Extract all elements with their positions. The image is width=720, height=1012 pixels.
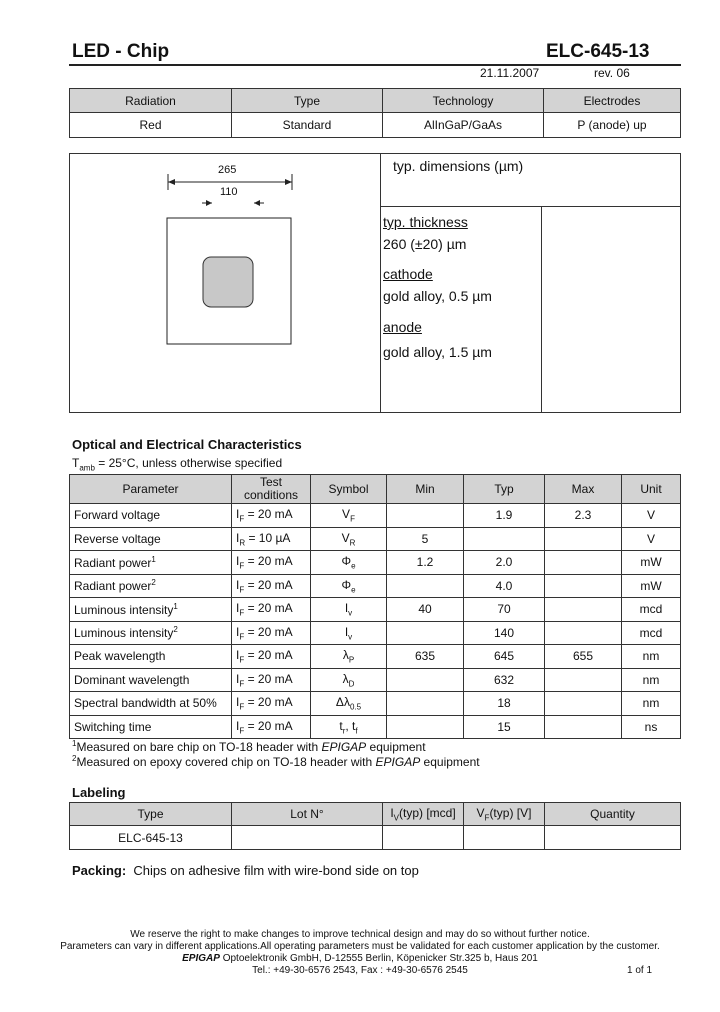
symbol-cell: $\lambda_P$ — [311, 645, 387, 669]
max-cell — [545, 527, 622, 551]
min-cell — [387, 668, 464, 692]
footnote-2-suffix: equipment — [420, 755, 480, 769]
symbol-cell: $I_v$ — [311, 598, 387, 622]
cathode-value: gold alloy, 0.5 µm — [383, 288, 492, 304]
test-condition-cell: $I_F = 20$ mA — [232, 574, 311, 598]
thickness-label: typ. thickness — [383, 214, 468, 230]
test-condition-cell: $I_R = 10$ µA — [232, 527, 311, 551]
footnote-1-suffix: equipment — [366, 740, 426, 754]
min-cell — [387, 692, 464, 716]
dimensions-divider — [541, 206, 542, 413]
max-cell — [545, 668, 622, 692]
footer-brand: EPIGAP — [182, 953, 220, 964]
symbol-cell: $\Phi_e$ — [311, 574, 387, 598]
typ-cell: 645 — [464, 645, 545, 669]
label-col-type: Type — [70, 803, 232, 826]
col-min: Min — [387, 475, 464, 504]
min-cell: 635 — [387, 645, 464, 669]
outer-dimension-label: 265 — [218, 164, 237, 176]
max-cell: 655 — [545, 645, 622, 669]
typ-cell: 15 — [464, 715, 545, 739]
table-row — [70, 715, 681, 739]
summary-col-technology: Technology — [383, 89, 544, 113]
label-col-vf: $V_F(typ)$ [V] — [464, 803, 545, 826]
condition-subscript: amb — [79, 463, 95, 473]
typ-cell: 140 — [464, 621, 545, 645]
typ-cell — [464, 527, 545, 551]
parameter-cell: Radiant power$^1$ — [70, 551, 232, 575]
anode-value: gold alloy, 1.5 µm — [383, 344, 492, 360]
typ-cell: 632 — [464, 668, 545, 692]
dimensions-heading: typ. dimensions (µm) — [393, 158, 524, 174]
parameter-cell: Dominant wavelength — [70, 668, 232, 692]
typ-cell: 4.0 — [464, 574, 545, 598]
inner-dimension-label: 110 — [220, 186, 238, 198]
labeling-title: Labeling — [72, 785, 126, 800]
footnote-1-text: Measured on bare chip on TO-18 header with — [76, 740, 322, 754]
symbol-cell: $I_v$ — [311, 621, 387, 645]
packing-label: Packing: — [72, 863, 127, 878]
summary-electrodes: P (anode) up — [544, 113, 681, 138]
footer-parameters-note: Parameters can vary in different applications.All operating parameters must be validated for each customer application by the customer. — [60, 941, 660, 952]
min-cell — [387, 715, 464, 739]
col-test-conditions: Test conditions — [232, 475, 311, 504]
test-condition-cell: $I_F = 20$ mA — [232, 621, 311, 645]
summary-col-type: Type — [232, 89, 383, 113]
footnote-1: $^1$Measured on bare chip on TO-18 header with EPIGAP equipment — [72, 739, 426, 754]
characteristics-header-row — [70, 475, 681, 504]
min-cell — [387, 504, 464, 528]
table-row — [70, 668, 681, 692]
table-row — [70, 692, 681, 716]
footnote-1-brand: EPIGAP — [321, 740, 367, 754]
label-col-iv: $I_V(typ)$ [mcd] — [383, 803, 464, 826]
cathode-label: cathode — [383, 266, 433, 282]
table-row — [70, 551, 681, 575]
summary-col-radiation: Radiation — [70, 89, 232, 113]
dimensions-divider — [380, 206, 681, 207]
parameter-cell: Forward voltage — [70, 504, 232, 528]
unit-cell: mcd — [622, 598, 681, 622]
summary-type: Standard — [232, 113, 383, 138]
summary-col-electrodes: Electrodes — [544, 89, 681, 113]
table-row — [70, 598, 681, 622]
parameter-cell: Luminous intensity$^1$ — [70, 598, 232, 622]
parameter-cell: Radiant power$^2$ — [70, 574, 232, 598]
labeling-value-row — [70, 826, 681, 850]
max-cell — [545, 621, 622, 645]
symbol-cell: $V_F$ — [311, 504, 387, 528]
label-type-value: ELC-645-13 — [70, 826, 232, 850]
max-cell — [545, 715, 622, 739]
test-condition-cell: $I_F = 20$ mA — [232, 692, 311, 716]
part-number-title: ELC-645-13 — [546, 41, 650, 62]
symbol-cell: $\Delta\lambda_{0.5}$ — [311, 692, 387, 716]
unit-cell: nm — [622, 692, 681, 716]
max-cell — [545, 551, 622, 575]
unit-cell: mW — [622, 574, 681, 598]
parameter-cell: Spectral bandwidth at 50% — [70, 692, 232, 716]
labeling-header-row — [70, 803, 681, 826]
unit-cell: ns — [622, 715, 681, 739]
unit-cell: mW — [622, 551, 681, 575]
labeling-table — [69, 802, 681, 850]
max-cell — [545, 598, 622, 622]
typ-cell: 70 — [464, 598, 545, 622]
test-condition-cell: $I_F = 20$ mA — [232, 715, 311, 739]
label-col-lot: Lot N° — [232, 803, 383, 826]
footer-address-text: Optoelektronik GmbH, D-12555 Berlin, Köpenicker Str.325 b, Haus 201 — [219, 953, 538, 964]
table-row — [70, 645, 681, 669]
table-row — [70, 621, 681, 645]
col-parameter: Parameter — [70, 475, 232, 504]
label-lot-value — [232, 826, 383, 850]
footer-contact: Tel.: +49-30-6576 2543, Fax : +49-30-6576 2545 — [252, 965, 468, 976]
summary-table — [69, 88, 681, 138]
unit-cell: nm — [622, 645, 681, 669]
summary-radiation: Red — [70, 113, 232, 138]
footnote-2: $^2$Measured on epoxy covered chip on TO-18 header with EPIGAP equipment — [72, 754, 480, 769]
min-cell: 5 — [387, 527, 464, 551]
unit-cell: V — [622, 527, 681, 551]
typ-cell: 1.9 — [464, 504, 545, 528]
characteristics-table — [69, 474, 681, 739]
table-row — [70, 527, 681, 551]
table-row — [70, 574, 681, 598]
page-number: 1 of 1 — [627, 965, 653, 976]
parameter-cell: Peak wavelength — [70, 645, 232, 669]
max-cell — [545, 692, 622, 716]
typ-cell: 2.0 — [464, 551, 545, 575]
summary-technology: AlInGaP/GaAs — [383, 113, 544, 138]
document-date: 21.11.2007 — [480, 66, 540, 80]
header-divider — [69, 64, 681, 66]
footer-disclaimer: We reserve the right to make changes to improve technical design and may do so without further notice. — [130, 929, 590, 940]
unit-cell: V — [622, 504, 681, 528]
summary-value-row — [70, 113, 681, 138]
test-condition-cell: $I_F = 20$ mA — [232, 668, 311, 692]
symbol-cell: $\lambda_D$ — [311, 668, 387, 692]
bond-pad — [203, 257, 253, 307]
test-condition-cell: $I_F = 20$ mA — [232, 598, 311, 622]
anode-label: anode — [383, 319, 422, 335]
test-condition-cell: $I_F = 20$ mA — [232, 504, 311, 528]
parameter-cell: Switching time — [70, 715, 232, 739]
footer-address — [0, 953, 720, 964]
unit-cell: nm — [622, 668, 681, 692]
symbol-cell: $t_r$, $t_f$ — [311, 715, 387, 739]
col-typ: Typ — [464, 475, 545, 504]
test-condition-cell: $I_F = 20$ mA — [232, 645, 311, 669]
summary-header-row — [70, 89, 681, 113]
packing-text: Chips on adhesive film with wire-bond side on top — [133, 863, 419, 878]
label-col-quantity: Quantity — [545, 803, 681, 826]
label-vf-value — [464, 826, 545, 850]
typ-cell: 18 — [464, 692, 545, 716]
parameter-cell: Luminous intensity$^2$ — [70, 621, 232, 645]
packing-note — [72, 863, 419, 878]
label-quantity-value — [545, 826, 681, 850]
parameter-cell: Reverse voltage — [70, 527, 232, 551]
col-unit: Unit — [622, 475, 681, 504]
min-cell — [387, 574, 464, 598]
symbol-cell: $V_R$ — [311, 527, 387, 551]
max-cell: 2.3 — [545, 504, 622, 528]
table-row — [70, 504, 681, 528]
min-cell — [387, 621, 464, 645]
footnote-2-text: Measured on epoxy covered chip on TO-18 header with — [76, 755, 376, 769]
min-cell: 1.2 — [387, 551, 464, 575]
test-condition-cell: $I_F = 20$ mA — [232, 551, 311, 575]
max-cell — [545, 574, 622, 598]
min-cell: 40 — [387, 598, 464, 622]
symbol-cell: $\Phi_e$ — [311, 551, 387, 575]
document-revision: rev. 06 — [594, 66, 630, 80]
product-category-title: LED - Chip — [72, 41, 170, 62]
dimensions-divider — [380, 153, 381, 413]
characteristics-title: Optical and Electrical Characteristics — [72, 437, 302, 452]
condition-text: = 25°C, unless otherwise specified — [94, 456, 283, 470]
unit-cell: mcd — [622, 621, 681, 645]
col-max: Max — [545, 475, 622, 504]
condition-symbol: T — [72, 456, 80, 470]
col-symbol: Symbol — [311, 475, 387, 504]
characteristics-condition — [72, 456, 282, 472]
footnote-2-brand: EPIGAP — [375, 755, 421, 769]
label-iv-value — [383, 826, 464, 850]
thickness-value: 260 (±20) µm — [383, 236, 467, 252]
